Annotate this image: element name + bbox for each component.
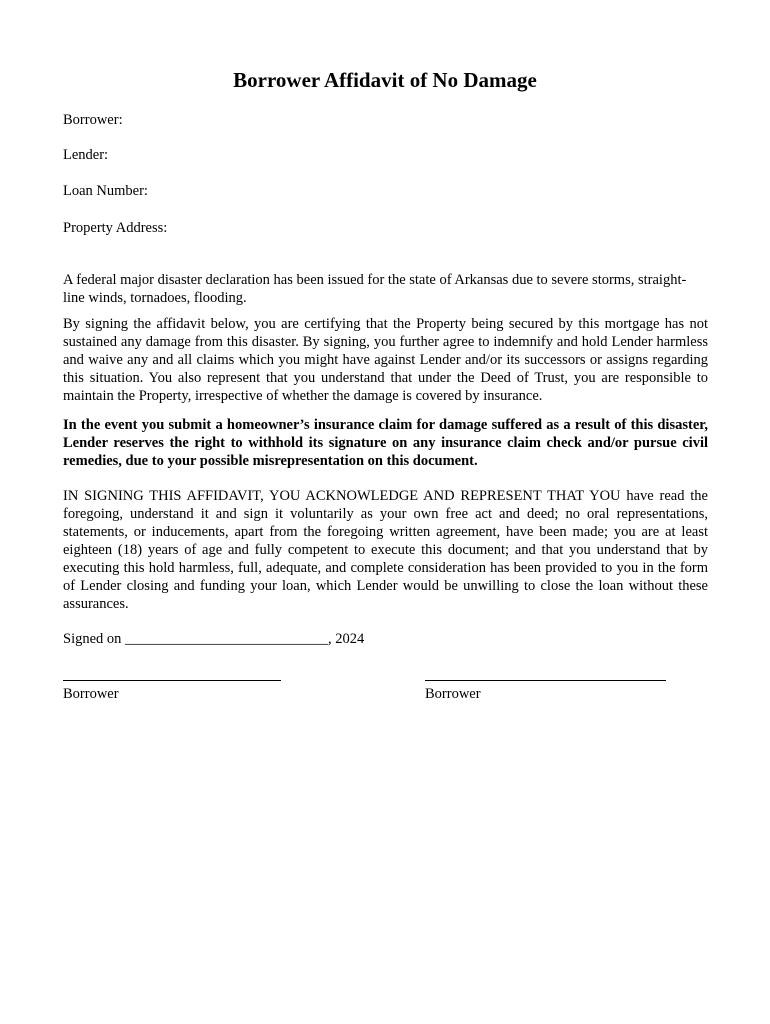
insurance-warning-paragraph: In the event you submit a homeowner’s insurance claim for damage suffered as a result of this disaster, Lender reserves the right to withhold its signature on any insurance claim check and/or pursue civil remedies, due to your possible misrepresentation on this document.: [63, 417, 708, 469]
document-title: Borrower Affidavit of No Damage: [233, 68, 537, 92]
left-borrower-label: Borrower: [63, 686, 119, 702]
borrower-field-label: Borrower:: [63, 112, 123, 128]
acknowledgement-paragraph: IN SIGNING THIS AFFIDAVIT, YOU ACKNOWLEDGE AND REPRESENT THAT YOU have read the foregoing, understand it and sign it voluntarily as your own free act and deed; no oral representations, statements, or inducements, apart from the foregoing written agreement, have been made; you are at least eighteen (18) years of age and fully competent to execute this document; and that you understand that by executing this hold harmless, full, adequate, and complete consideration has been provided to you in the form of Lender closing and funding your loan, which Lender would be unwilling to close the loan without these assurances.: [63, 488, 708, 612]
loan-number-field-label: Loan Number:: [63, 183, 148, 199]
property-address-field-label: Property Address:: [63, 220, 168, 236]
certification-paragraph: By signing the affidavit below, you are certifying that the Property being secured by this mortgage has not sustained any damage from this disaster. By signing, you further agree to indemnify and hold Lender harmless and waive any and all claims which you might have against Lender and/or its successors or assigns regarding this situation. You also represent that you understand that under the Deed of Trust, you are responsible to maintain the Property, irrespective of whether the damage is covered by insurance.: [63, 316, 708, 404]
right-signature-line[interactable]: [425, 680, 666, 681]
right-borrower-label: Borrower: [425, 686, 481, 702]
disaster-declaration-paragraph: A federal major disaster declaration has been issued for the state of Arkansas due to severe storms, straight-line winds, tornadoes, flooding.: [63, 272, 687, 306]
lender-field-label: Lender:: [63, 147, 109, 163]
left-signature-line[interactable]: [63, 680, 281, 681]
signed-on-line[interactable]: Signed on ____________________________, 2024: [63, 631, 365, 647]
